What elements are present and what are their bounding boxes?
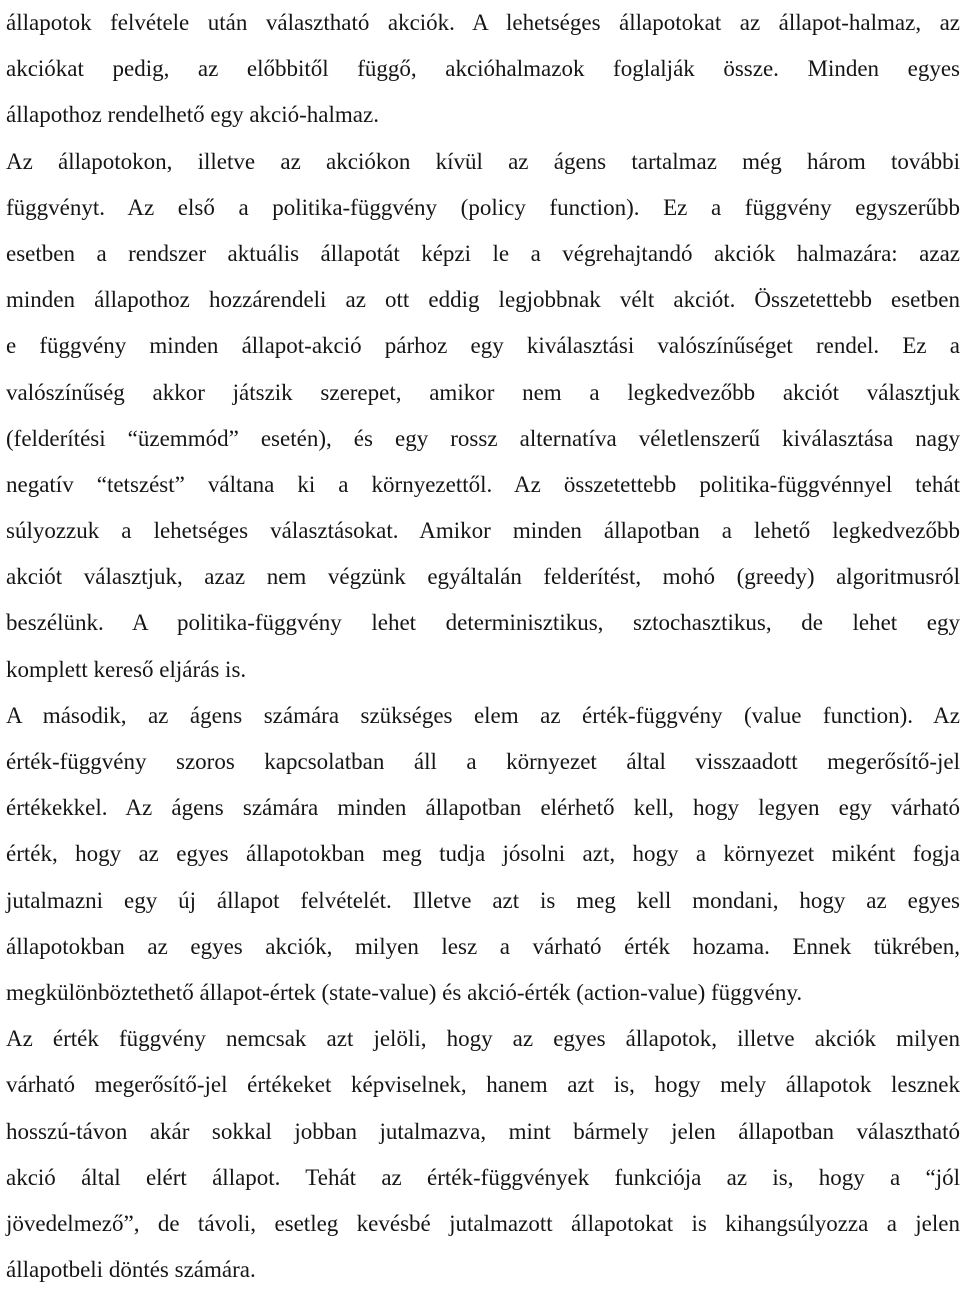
text-line: állapotbeli döntés számára. (6, 1257, 256, 1283)
text-line: jutalmazni egy új állapot felvételét. Illetve azt is meg kell mondani, hogy az egyes (6, 887, 960, 913)
text-line: jövedelmező”, de távoli, esetleg kevésbé jutalmazott állapotokat is kihangsúlyozza a jelen (6, 1210, 960, 1236)
paragraph-2 (6, 139, 960, 693)
paragraph-4 (6, 1016, 960, 1293)
text-line: állapotokban az egyes akciók, milyen lesz a várható érték hozama. Ennek tükrében, (6, 933, 960, 959)
paragraph-3 (6, 693, 960, 1016)
text-line: akció által elért állapot. Tehát az érték-függvények funkciója az is, hogy a “jól (6, 1164, 960, 1190)
text-line: akciót választjuk, azaz nem végzünk egyáltalán felderítést, mohó (greedy) algoritmusról (6, 564, 960, 590)
text-line: hosszú-távon akár sokkal jobban jutalmazva, mint bármely jelen állapotban választható (6, 1118, 960, 1144)
text-line: komplett kereső eljárás is. (6, 656, 247, 682)
text-line: súlyozzuk a lehetséges választásokat. Amikor minden állapotban a lehető legkedvezőbb (6, 518, 960, 544)
text-line: (felderítési “üzemmód” esetén), és egy rossz alternatíva véletlenszerű kiválasztása nagy (6, 425, 960, 451)
paragraph-1 (6, 0, 960, 139)
text-line: várható megerősítő-jel értékeket képviselnek, hanem azt is, hogy mely állapotok lesznek (6, 1072, 960, 1098)
text-line: esetben a rendszer aktuális állapotát képzi le a végrehajtandó akciók halmazára: azaz (6, 240, 960, 266)
text-line: minden állapothoz hozzárendeli az ott eddig legjobbnak vélt akciót. Összetettebb esetben (6, 287, 960, 313)
text-line: Az állapotokon, illetve az akciókon kívül az ágens tartalmaz még három további (6, 148, 960, 174)
text-line: állapotok felvétele után választható akciók. A lehetséges állapotokat az állapot-halmaz, az (6, 10, 960, 35)
document-page (6, 0, 960, 1293)
text-line: függvényt. Az első a politika-függvény (policy function). Ez a függvény egyszerűbb (6, 194, 960, 220)
text-line: akciókat pedig, az előbbitől függő, akcióhalmazok foglalják össze. Minden egyes (6, 56, 960, 82)
text-line: negatív “tetszést” váltana ki a környezettől. Az összetettebb politika-függvénnyel tehát (6, 471, 960, 497)
text-line: beszélünk. A politika-függvény lehet determinisztikus, sztochasztikus, de lehet egy (6, 610, 960, 636)
text-line: értékekkel. Az ágens számára minden állapotban elérhető kell, hogy legyen egy várható (6, 795, 960, 821)
text-line: A második, az ágens számára szükséges elem az érték-függvény (value function). Az (6, 702, 960, 728)
text-line: érték-függvény szoros kapcsolatban áll a környezet által visszaadott megerősítő-jel (6, 749, 960, 774)
text-line: Az érték függvény nemcsak azt jelöli, hogy az egyes állapotok, illetve akciók milyen (6, 1026, 960, 1052)
text-line: érték, hogy az egyes állapotokban meg tudja jósolni azt, hogy a környezet miként fogja (6, 841, 960, 867)
text-line: megkülönböztethető állapot-értek (state-value) és akció-érték (action-value) függvény. (6, 979, 803, 1005)
text-line: e függvény minden állapot-akció párhoz egy kiválasztási valószínűséget rendel. Ez a (6, 333, 960, 359)
text-line: állapothoz rendelhető egy akció-halmaz. (6, 102, 379, 128)
text-line: valószínűség akkor játszik szerepet, amikor nem a legkedvezőbb akciót választjuk (6, 379, 960, 405)
